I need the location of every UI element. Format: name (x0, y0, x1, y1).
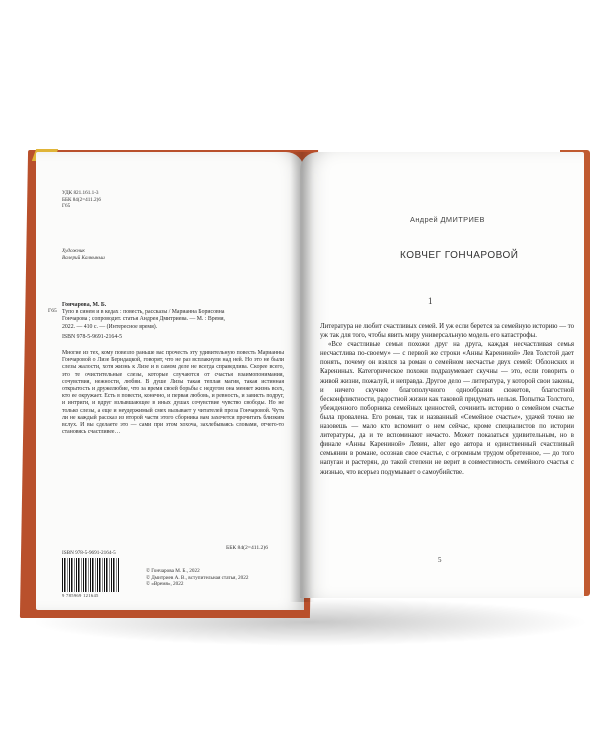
catalog-codes (62, 190, 182, 210)
copyright-block (146, 568, 296, 588)
chapter-body (320, 322, 574, 477)
paragraph: «Все счастливые семьи похожи друг на друга, каждая несчастливая семья несчастлива по-своему» — с первой же строки «Анны Карениной» Лев Толстой дает понять, почему он взялся за роман о семейном несчастье двух семей: Облонских и Карениных. Категорическое похожи подразумевает скучны — это, если говорить о живой жизни, пожалуй, и неправда. Другое дело — литература, у которой свои законы, и ничего скучнее благополучного однообразия сюжетов, благостной бесконфликтности, радостной жизни как таковой придумать нельзя. Попытка Толстого, убежденного поборника семейных ценностей, сочинить историю о семейном счастье была провалена. Его роман, так и названный «Семейное счастье», удачей точно не назовешь — мало кто вспомнит о нем сейчас, кроме специалистов по истории литературы, да и те вспоминают нечасто. Может показаться удивительным, но в финале «Анны Карениной» Левин, alter ego автора и единственный счастливый семьянин в романе, осознав свое счастье, с огромным трудом обретенное, — до того напуган и растерян, до такой степени не верит в совместимость семейного счастья с жизнью, что всерьез подумывает о самоубийстве. (320, 341, 574, 476)
bbk-code: ББК 84(2=411.2)6 (62, 196, 101, 203)
bibliographic-record (62, 302, 282, 341)
annotation: Многие из тех, кому повезло раньше вас прочесть эту удивительную повесть Марианны Гончаровой о Лизе Берндацкой, говорят, что не раз всплакнули над ней. Но это не были слезы жалости, хотя жизнь к Лизе и в самом деле не всегда справедлива. Скорее всего, это те очистительные слезы, которые случаются от счастья взаимопонимания, сочувствия, нежности, любви. В душе Лизы такая теплая магия, такая истинная открытость и дружелюбие, что за время своей борьбы с недугом она меняет жизнь всех, кто ее окружает. Есть в повести, конечно, и первая любовь, и ревность, и зависть подруг, и интриги, и вдруг взлывшающее в иных душах сочувствие чувство свободы. Но не только слезы, а еще и неудержимый смех вызывает у читателей проза Гончаровой. Чуть ли не каждый рассказ из второй части этого сборника вам захочется прочитать близким вслух. И вы сделаете это — сами при этом хохоча, захлебываясь словами, отчего-то становясь счастливее… (62, 350, 284, 436)
biblio-line: 2022. — 410 с. — (Интересное время). (62, 323, 158, 330)
copyright-line: © «Время», 2022 (146, 581, 184, 588)
isbn-small: ISBN 978-5-9691-2164-5 (62, 550, 116, 556)
barcode-digits: 9 785969 121645 (62, 593, 99, 598)
copyright-line: © Дмитриев А. В., вступительная статья, 2022 (146, 574, 249, 581)
author-mark: Г65 (62, 203, 71, 210)
author-mark-margin: Г65 (48, 308, 57, 314)
bbk-right: ББК 84(2=411.2)6 (226, 545, 268, 551)
artist-label: Художник (62, 248, 85, 254)
chapter-author: Андрей ДМИТРИЕВ (410, 215, 485, 224)
page-number: 5 (438, 556, 442, 564)
chapter-title: КОВЧЕГ ГОНЧАРОВОЙ (400, 250, 519, 261)
page-gutter (290, 152, 314, 602)
artist-credit (62, 248, 222, 261)
biblio-author: Гончарова, М. Б. (62, 302, 107, 308)
udk-code: УДК 821.161.1-3 (62, 190, 99, 196)
section-number: 1 (428, 296, 433, 306)
paragraph: Литература не любит счастливых семей. И уж если берется за семейную историю — то уж так для того, чтобы явить миру универсальную модель его катастрофы. (320, 323, 574, 340)
biblio-line: Тупо в синем и в кедах : повесть, рассказы / Марианна Борисовна (62, 309, 225, 316)
artist-name: Валерий Калныньш (62, 254, 105, 261)
barcode (62, 558, 120, 592)
copyright-line: © Гончарова М. Б., 2022 (146, 568, 200, 574)
biblio-isbn: ISBN 978-5-9691-2164-5 (62, 333, 123, 340)
biblio-line: Гончарова ; сопроводит. статья Андрея Дмитриева. — М. : Время, (62, 316, 225, 323)
